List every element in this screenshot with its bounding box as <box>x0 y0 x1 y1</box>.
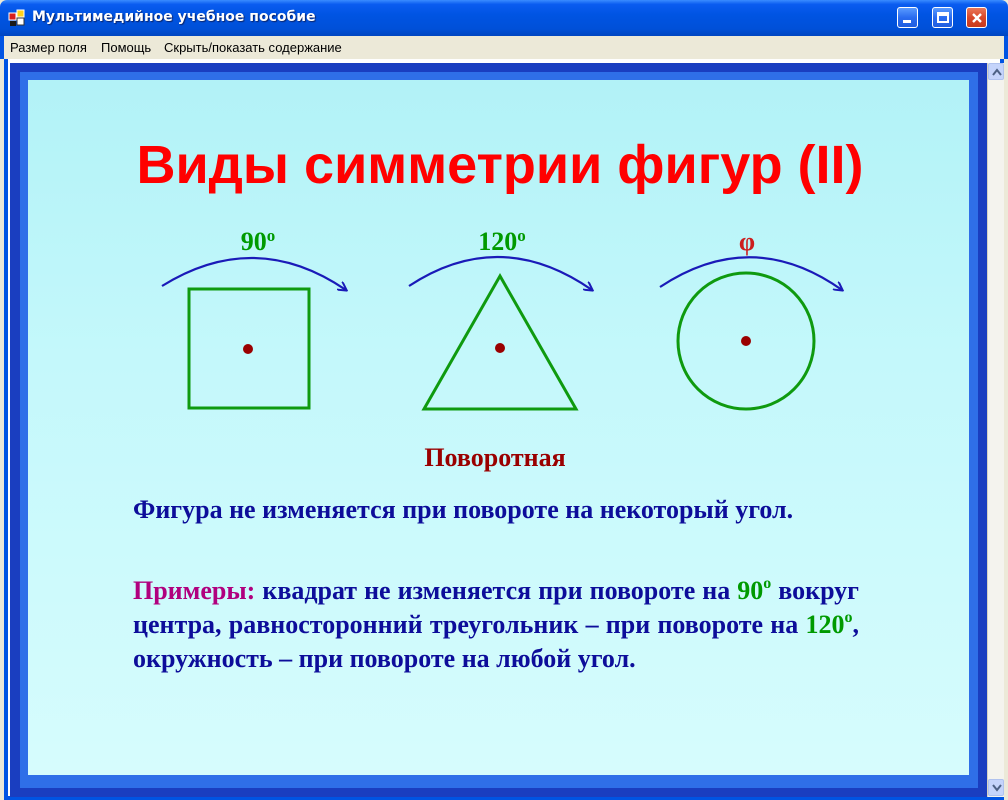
definition-paragraph: Фигура не изменяется при повороте на некоторый угол. <box>133 495 794 524</box>
rotation-arrow-triangle <box>409 257 592 290</box>
examples-deg-1: o <box>763 575 772 592</box>
menu-item-help[interactable]: Помощь <box>101 40 152 55</box>
menu-item-field-size[interactable]: Размер поля <box>10 40 87 55</box>
examples-deg-2: o <box>844 609 853 626</box>
examples-angle-1: 90 <box>737 576 764 605</box>
symmetry-type-subtitle: Поворотная <box>424 443 566 472</box>
square-center-dot <box>243 344 253 354</box>
triangle-shape <box>424 276 576 409</box>
examples-angle-2: 120 <box>805 610 845 639</box>
examples-label: Примеры: <box>133 576 256 605</box>
examples-paragraph <box>133 574 859 676</box>
examples-text-3: , окружность – при повороте на любой угол. <box>133 610 859 673</box>
slide-heading: Виды симметрии фигур (II) <box>136 135 864 195</box>
triangle-center-dot <box>495 343 505 353</box>
examples-text-1: квадрат не изменяется при повороте на <box>255 576 738 605</box>
menu-item-toggle-contents[interactable]: Скрыть/показать содержание <box>164 40 342 55</box>
window-title: Мультимедийное учебное пособие <box>32 9 316 25</box>
rotation-arrow-square <box>162 258 346 290</box>
examples-text-2: вокруг центра, равносторонний треугольник – при повороте на <box>133 576 859 639</box>
circle-center-dot <box>741 336 751 346</box>
angle-label-triangle: 120$^o$ <box>478 226 526 256</box>
angle-label-circle: φ <box>738 227 756 256</box>
angle-label-square: 90$^o$ <box>240 226 276 256</box>
